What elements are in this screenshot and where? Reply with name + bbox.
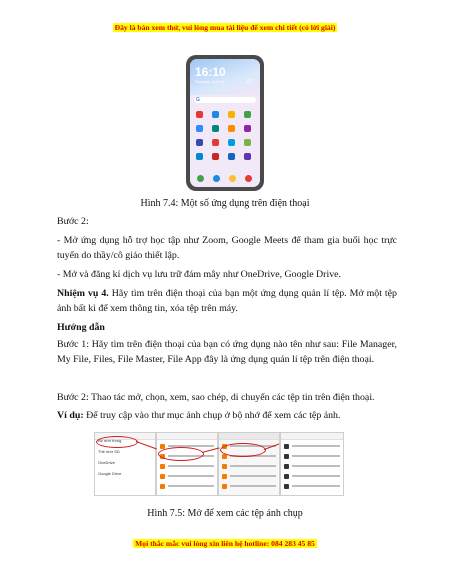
app-icon xyxy=(244,111,251,118)
example-label: Ví dụ: xyxy=(57,410,84,421)
preview-banner-text: Đây là bản xem thử, vui lòng mua tài liệu để xem chi tiết (có lời giải) xyxy=(114,23,336,32)
app-icon xyxy=(228,153,235,160)
folder-icon xyxy=(160,474,165,479)
list-item xyxy=(160,472,214,480)
list-item xyxy=(222,462,276,470)
highlight-circle xyxy=(158,447,204,461)
app-icon xyxy=(244,139,251,146)
example-text: Để truy cập vào thư mục ảnh chụp ở bộ nhớ để xem các tệp ảnh. xyxy=(83,410,341,421)
list-item xyxy=(284,472,340,480)
guide-heading: Hướng dẫn xyxy=(57,322,105,333)
phone-icon xyxy=(197,175,204,182)
hotline-banner-text: Mọi thắc mắc vui lòng xin liên hệ hotline: 084 283 45 85 xyxy=(135,539,315,548)
phone-temperature: 22° xyxy=(245,79,255,85)
app-icon xyxy=(196,125,203,132)
folder-icon xyxy=(222,464,227,469)
phone-dock xyxy=(196,173,254,183)
preview-banner xyxy=(0,23,450,32)
bullet-zoom: - Mở ứng dụng hỗ trợ học tập như Zoom, Google Meets để tham gia buổi học trực tuyến do thầy/cô giáo thiết lập. xyxy=(57,235,397,261)
screen-header xyxy=(157,433,217,440)
list-item xyxy=(222,472,276,480)
app-icon xyxy=(212,139,219,146)
highlight-circle xyxy=(96,436,138,448)
image-thumbnail xyxy=(284,444,289,449)
app-icon xyxy=(228,125,235,132)
app-icon xyxy=(196,153,203,160)
storage-sd-card: Thẻ nhớ SD xyxy=(98,449,120,454)
step-2-heading: Bước 2: xyxy=(57,216,89,227)
highlight-circle xyxy=(220,443,266,457)
image-thumbnail xyxy=(284,474,289,479)
screen-header xyxy=(219,433,279,440)
task-4-text: Hãy tìm trên điện thoại của bạn một ứng dụng quản lí tệp. Mở một tệp ảnh bất kì để xem thông tin, xóa tệp trên máy. xyxy=(57,288,397,314)
app-icon xyxy=(228,111,235,118)
app-icon xyxy=(212,111,219,118)
messages-icon xyxy=(213,175,220,182)
camera-icon xyxy=(245,175,252,182)
screen-header xyxy=(281,433,343,440)
list-item xyxy=(222,482,276,490)
image-thumbnail xyxy=(284,464,289,469)
list-item xyxy=(160,482,214,490)
google-icon: G xyxy=(196,97,200,103)
folder-icon xyxy=(222,474,227,479)
bullet-cloud: - Mở và đăng kí dịch vụ lưu trữ đám mây như OneDrive, Google Drive. xyxy=(57,269,342,280)
app-icon xyxy=(244,125,251,132)
folder-icon xyxy=(160,484,165,489)
app-icon xyxy=(244,153,251,160)
image-thumbnail xyxy=(284,484,289,489)
hotline-banner xyxy=(0,539,450,548)
folder-icon xyxy=(160,464,165,469)
image-thumbnail xyxy=(284,454,289,459)
figure-7-4-caption: Hình 7.4: Một số ứng dụng trên điện thoại xyxy=(140,198,310,209)
storage-google-drive: Google Drive xyxy=(98,471,122,476)
phone-date: Thursday, June 16 xyxy=(195,80,224,84)
list-item xyxy=(284,442,340,450)
task-4-label: Nhiệm vụ 4. xyxy=(57,288,109,299)
app-icon xyxy=(212,125,219,132)
file-manager-screen-4 xyxy=(280,432,344,496)
file-manager-screen-3 xyxy=(218,432,280,496)
app-icon xyxy=(196,139,203,146)
list-item xyxy=(284,462,340,470)
phone-clock: 16:10 xyxy=(195,65,226,79)
storage-internal: Bộ nhớ trong xyxy=(98,438,122,443)
guide-step-2: Bước 2: Thao tác mở, chọn, xem, sao chép, di chuyển các tệp tin trên điện thoại. xyxy=(57,392,375,403)
app-icon xyxy=(212,153,219,160)
example-paragraph xyxy=(57,408,397,423)
guide-step-1: Bước 1: Hãy tìm trên điện thoại của bạn có ứng dụng nào tên như sau: File Manager, My File, Files, File Master, File App đây là ứng dụng quản lí tệp trên điện thoại. xyxy=(57,339,397,365)
list-item xyxy=(284,452,340,460)
folder-icon xyxy=(160,444,165,449)
file-manager-screen-2 xyxy=(156,432,218,496)
app-icon xyxy=(196,111,203,118)
folder-icon xyxy=(222,484,227,489)
list-item xyxy=(284,482,340,490)
phone-screen xyxy=(190,59,260,187)
figure-7-5-caption: Hình 7.5: Mở để xem các tệp ảnh chụp xyxy=(147,508,303,519)
task-4-paragraph xyxy=(57,286,397,316)
list-item xyxy=(160,462,214,470)
app-icon xyxy=(228,139,235,146)
storage-onedrive: OneDrive xyxy=(98,460,115,465)
google-search-bar xyxy=(194,97,256,103)
phone-illustration xyxy=(186,55,264,191)
browser-icon xyxy=(229,175,236,182)
